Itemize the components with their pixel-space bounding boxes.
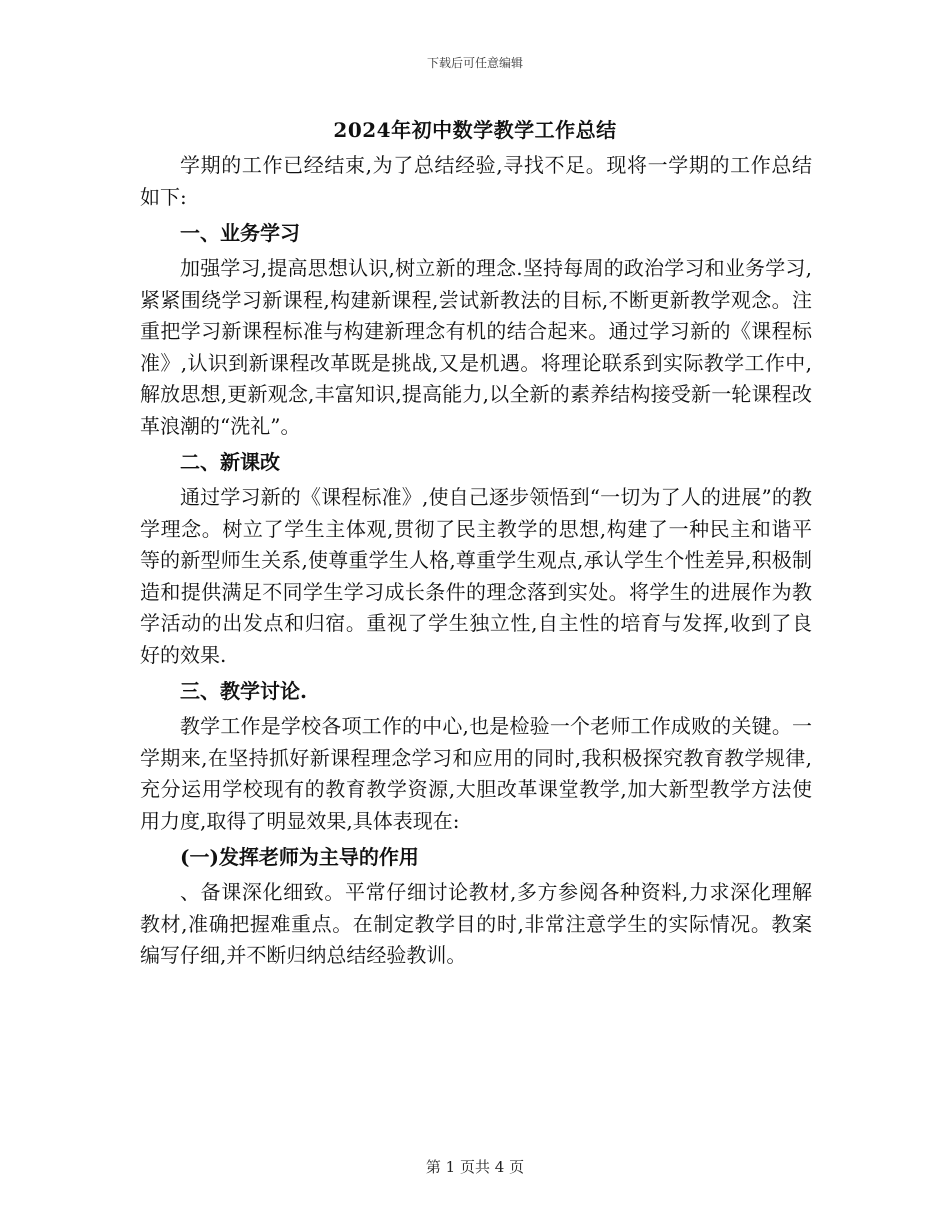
paragraph-teaching-discussion: 教学工作是学校各项工作的中心,也是检验一个老师工作成败的关键。一学期来,在坚持抓好新课程理念学习和应用的同时,我积极探究教育教学规律,充分运用学校现有的教育教学资源,大胆改革课堂教学,加大新型教学方法使用力度,取得了明显效果,具体表现在: [140, 714, 812, 833]
document-title: 2024年初中数学教学工作总结 [333, 118, 617, 142]
paragraph-teacher-role: 、备课深化细致。平常仔细讨论教材,多方参阅各种资料,力求深化理解教材,准确把握难重点。在制定教学目的时,非常注意学生的实际情况。教案编写仔细,并不断归纳总结经验教训。 [140, 880, 812, 967]
page-footer: 第 1 页共 4 页 [425, 1158, 525, 1176]
section-heading-new-curriculum: 二、新课改 [180, 450, 280, 474]
subsection-heading-teacher-role: (一)发挥老师为主导的作用 [180, 845, 419, 869]
section-heading-business-study: 一、业务学习 [180, 221, 300, 245]
header-note: 下载后可任意编辑 [426, 56, 523, 70]
intro-paragraph: 学期的工作已经结束,为了总结经验,寻找不足。现将一学期的工作总结如下: [140, 153, 812, 209]
document-body [140, 150, 812, 972]
paragraph-business-study: 加强学习,提高思想认识,树立新的理念.坚持每周的政治学习和业务学习,紧紧围绕学习新课程,构建新课程,尝试新教法的目标,不断更新教学观念。注重把学习新课程标准与构建新理念有机的结合起来。通过学习新的《课程标准》,认识到新课程改革既是挑战,又是机遇。将理论联系到实际教学工作中,解放思想,更新观念,丰富知识,提高能力,以全新的素养结构接受新一轮课程改革浪潮的“洗礼”。 [140, 256, 812, 438]
section-heading-teaching-discussion: 三、教学讨论. [180, 679, 307, 703]
paragraph-new-curriculum: 通过学习新的《课程标准》,使自己逐步领悟到“一切为了人的进展”的教学理念。树立了学生主体观,贯彻了民主教学的思想,构建了一种民主和谐平等的新型师生关系,使尊重学生人格,尊重学生观点,承认学生个性差异,积极制造和提供满足不同学生学习成长条件的理念落到实处。将学生的进展作为教学活动的出发点和归宿。重视了学生独立性,自主性的培育与发挥,收到了良好的效果. [140, 485, 812, 667]
